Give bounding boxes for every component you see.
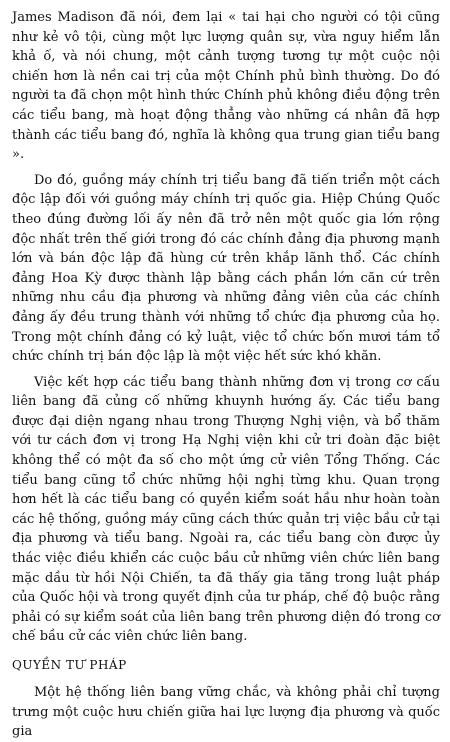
- paragraph-federal-structure: Việc kết hợp các tiểu bang thành những đơn vị trong cơ cấu liên bang đã củng cố những khuynh hướng ấy. Các tiểu bang được đại diện ngang nhau trong Thượng Nghị viện, và bổ thăm với tư cách đơn vị trong Hạ Nghị viện khi cử tri đoàn đặc biệt không thể có một đa số cho một ứng cử viên Tổng Thống. Các tiểu bang cũng tổ chức những hội nghị từng khu. Quan trọng hơn hết là các tiểu bang có quyền kiểm soát hầu như hoàn toàn các hệ thống, guồng máy cũng cách thức quản trị việc bầu cử tại địa phương và tiểu bang. Ngoài ra, các tiểu bang còn được ủy thác việc điều khiển các cuộc bầu cử những viên chức liên bang mặc dầu từ hồi Nội Chiến, ta đã thấy gia tăng trong luật pháp của Quốc hội và trong quyết định của tư pháp, chế độ buộc rằng phải có sự kiểm soát của liên bang trên phương diện đó trong cơ chế bầu cử các viên chức liên bang.: [12, 374, 440, 645]
- paragraph-state-political-machinery: Do đó, guồng máy chính trị tiểu bang đã tiến triển một cách độc lập đối với guồng máy chính trị quốc gia. Hiệp Chúng Quốc theo đúng đường lối ấy nên đã trở nên một quốc gia lớn rộng độc nhất trên thế giới trong đó các chính đảng địa phương mạnh lớn và bán độc lập đã hùng cứ trên khắp lãnh thổ. Các chính đảng Hoa Kỳ được thành lập bằng cách phần lớn căn cứ trên những nhu cầu địa phương và những đảng viên của các chính đảng ấy đều trung thành với những tổ chức địa phương của họ. Trong một chính đảng có kỷ luật, việc tổ chức bốn mươi tám tổ chức chính trị bán độc lập là một việc hết sức khó khăn.: [12, 172, 440, 365]
- paragraph-federal-system: Một hệ thống liên bang vững chắc, và không phải chỉ tượng trưng một cuộc hưu chiến giữa hai lực lượng địa phương và quốc gia: [12, 685, 440, 740]
- section-heading-judicial-power: QUYỀN TƯ PHÁP: [12, 658, 127, 672]
- paragraph-madison-quote: James Madison đã nói, đem lại « tai hại cho người có tội cũng như kẻ vô tội, cùng một lực lượng quân sự, vừa nguy hiểm lẫn khả ố, và nói chung, một cảnh tượng tương tự một cuộc nội chiến hơn là nền cai trị của một Chính phủ bình thường. Do đó người ta đã chọn một hình thức Chính phủ không điều động trên các tiểu bang, mà hoạt động thẳng vào những cá nhân đã hợp thành các tiểu bang đó, nghĩa là không qua trung gian tiểu bang ».: [12, 10, 440, 163]
